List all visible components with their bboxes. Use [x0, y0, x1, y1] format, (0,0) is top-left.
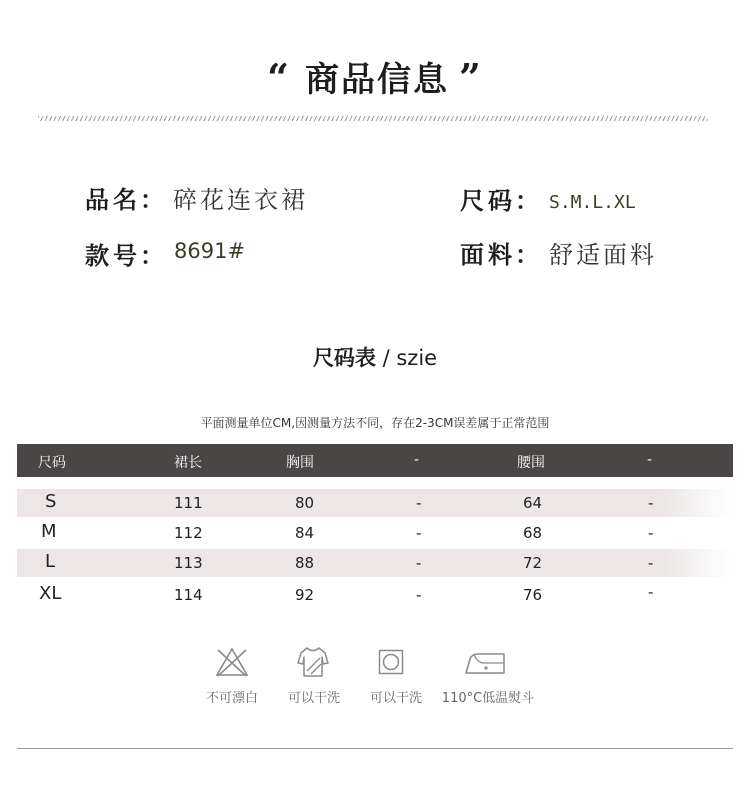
name-colon: ： — [140, 186, 164, 214]
open-quote: “ — [267, 55, 291, 100]
table-cell: 92 — [295, 586, 315, 604]
table-cell: - — [416, 524, 422, 542]
table-cell: 114 — [174, 586, 203, 604]
header-cell: 腰围 — [517, 455, 545, 471]
table-cell: - — [648, 554, 654, 572]
name-value: 碎花连衣裙 — [173, 186, 308, 214]
table-cell: 112 — [174, 524, 203, 542]
table-cell: 76 — [523, 586, 543, 604]
table-cell: - — [648, 494, 654, 512]
care-label: 110°C低温熨斗 — [441, 691, 535, 706]
table-cell: 88 — [295, 554, 315, 572]
fabric-colon: ： — [515, 241, 539, 269]
size-label: 尺码 — [460, 187, 516, 215]
table-cell: - — [416, 554, 422, 572]
model-colon: ： — [140, 242, 164, 270]
hand-wash-icon — [295, 645, 331, 679]
header-cell: 尺码 — [38, 455, 66, 471]
model-label: 款号 — [85, 242, 141, 270]
no-bleach-icon — [214, 646, 250, 678]
model-value: 8691# — [174, 239, 246, 263]
table-cell: 64 — [523, 494, 543, 512]
table-cell: XL — [39, 583, 62, 604]
header-cell: 胸围 — [286, 455, 314, 471]
table-row — [17, 519, 733, 547]
size-chart-heading-sep: / — [375, 346, 397, 370]
table-cell: 68 — [523, 524, 543, 542]
table-cell: 84 — [295, 524, 315, 542]
table-cell: 113 — [174, 554, 203, 572]
care-label: 可以干洗 — [369, 691, 422, 706]
fabric-value: 舒适面料 — [549, 241, 657, 269]
fabric-label: 面料 — [460, 241, 516, 269]
table-cell: - — [648, 583, 654, 601]
size-colon: ： — [515, 187, 539, 215]
size-chart-heading-en: szie — [396, 346, 438, 370]
name-label: 品名 — [85, 186, 141, 214]
close-quote: ” — [459, 55, 483, 100]
table-cell: M — [41, 521, 57, 542]
bottom-divider — [17, 748, 733, 749]
table-cell: 111 — [174, 494, 203, 512]
table-cell: L — [45, 551, 56, 572]
size-value: S.M.L.XL — [549, 192, 636, 213]
table-row — [17, 489, 733, 517]
title-text: 商品信息 — [305, 60, 449, 100]
table-row — [17, 581, 733, 609]
dry-clean-icon — [378, 649, 404, 675]
care-label: 不可漂白 — [205, 691, 258, 706]
size-chart-heading — [0, 342, 750, 372]
page-title — [0, 52, 750, 101]
size-chart-heading-zh: 尺码表 — [312, 346, 376, 370]
header-cell: - — [414, 452, 420, 468]
table-cell: - — [416, 586, 422, 604]
table-cell: 72 — [523, 554, 543, 572]
header-cell: 裙长 — [174, 455, 202, 471]
table-row — [17, 549, 733, 577]
table-cell: - — [416, 494, 422, 512]
table-cell: S — [45, 491, 57, 512]
care-label: 可以干洗 — [287, 691, 340, 706]
header-cell: - — [647, 452, 653, 468]
size-table-header — [17, 444, 733, 477]
table-cell: 80 — [295, 494, 315, 512]
low-iron-icon — [464, 650, 506, 676]
table-cell: - — [648, 524, 654, 542]
hatch-divider — [38, 116, 708, 121]
measurement-note: 平面测量单位CM,因测量方法不同，存在2-3CM误差属于正常范围 — [200, 416, 550, 430]
